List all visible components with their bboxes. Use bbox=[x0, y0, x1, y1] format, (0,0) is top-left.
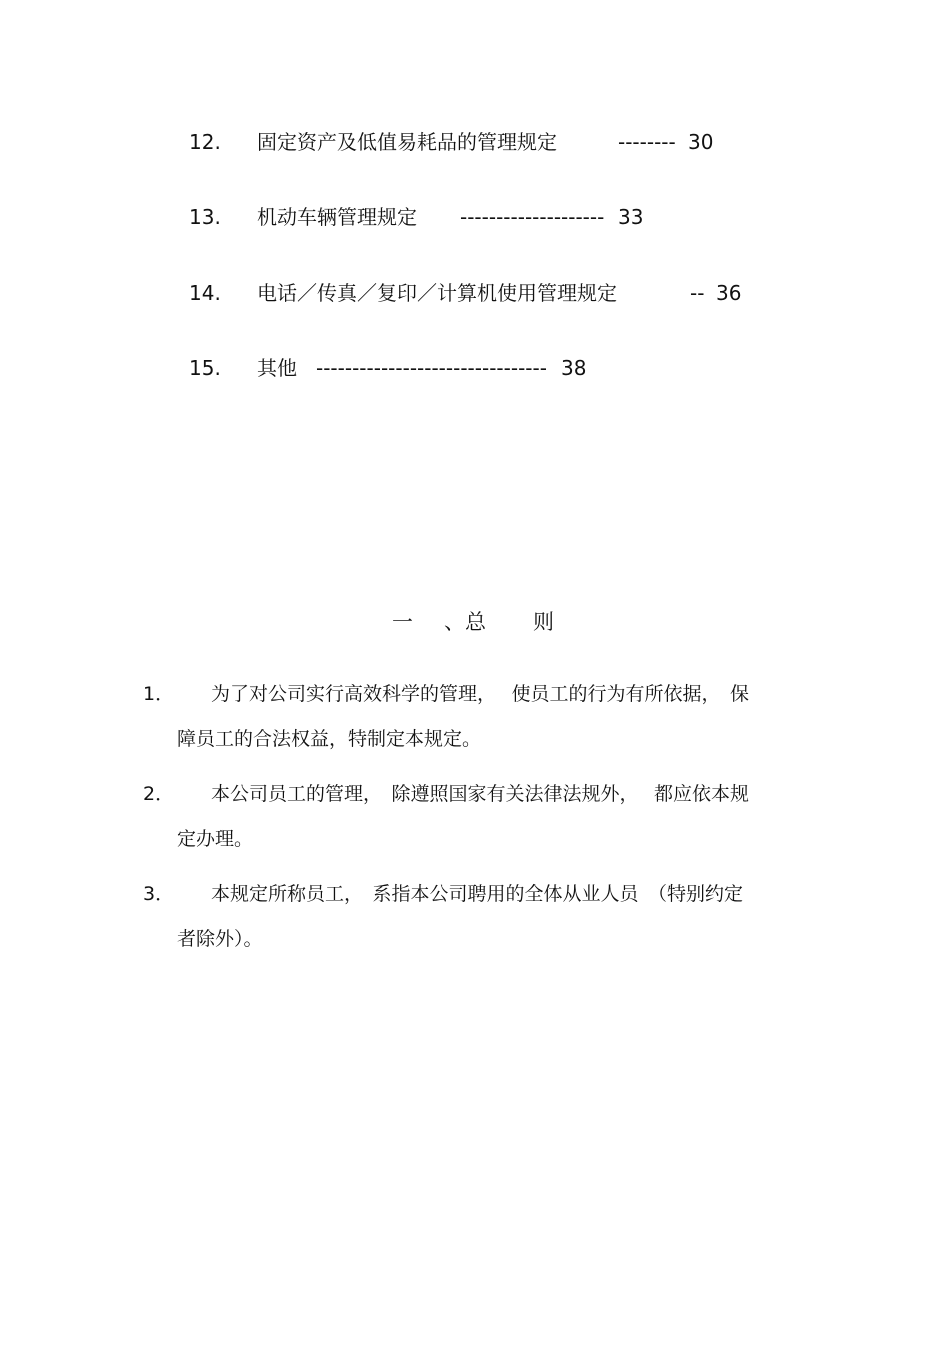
toc-entry-number: 15. bbox=[189, 356, 221, 380]
toc-entry-title: 机动车辆管理规定 bbox=[257, 205, 417, 229]
toc-entry-leader: -------------------------------- bbox=[316, 356, 547, 380]
toc-entry-page: 38 bbox=[561, 356, 587, 380]
article-text-line-2: 障员工的合法权益，特制定本规定。 bbox=[177, 728, 482, 750]
toc-entry-page: 36 bbox=[716, 281, 742, 305]
toc-entry-leader: -- bbox=[690, 281, 705, 305]
toc-entry-number: 14. bbox=[189, 281, 221, 305]
toc-entry-title: 其他 bbox=[257, 356, 297, 380]
article-text-line-1: 为了对公司实行高效科学的管理， 使员工的行为有所依据， 保 bbox=[211, 683, 750, 705]
article-number: 1． bbox=[143, 683, 175, 705]
article-number: 2． bbox=[143, 783, 175, 805]
article-number: 3． bbox=[143, 883, 175, 905]
toc-entry-title: 固定资产及低值易耗品的管理规定 bbox=[257, 130, 557, 154]
toc-entry-page: 30 bbox=[688, 130, 714, 154]
toc-entry-page: 33 bbox=[618, 205, 644, 229]
toc-entry-leader: -------- bbox=[618, 130, 676, 154]
toc-entry-number: 13. bbox=[189, 205, 221, 229]
section-heading bbox=[0, 607, 950, 637]
toc-entry-leader: -------------------- bbox=[460, 205, 605, 229]
section-heading-title-2: 则 bbox=[533, 610, 554, 634]
article-text-line-1: 本规定所称员工， 系指本公司聘用的全体从业人员 （特别约定 bbox=[211, 883, 744, 905]
section-heading-title-1: 、总 bbox=[444, 610, 486, 634]
article-text-line-1: 本公司员工的管理， 除遵照国家有关法律法规外， 都应依本规 bbox=[211, 783, 750, 805]
article-text-line-2: 者除外）。 bbox=[177, 928, 263, 950]
toc-entry-number: 12. bbox=[189, 130, 221, 154]
toc-entry-title: 电话／传真／复印／计算机使用管理规定 bbox=[257, 281, 617, 305]
section-heading-number: 一 bbox=[392, 610, 413, 634]
article-text-line-2: 定办理。 bbox=[177, 828, 254, 850]
